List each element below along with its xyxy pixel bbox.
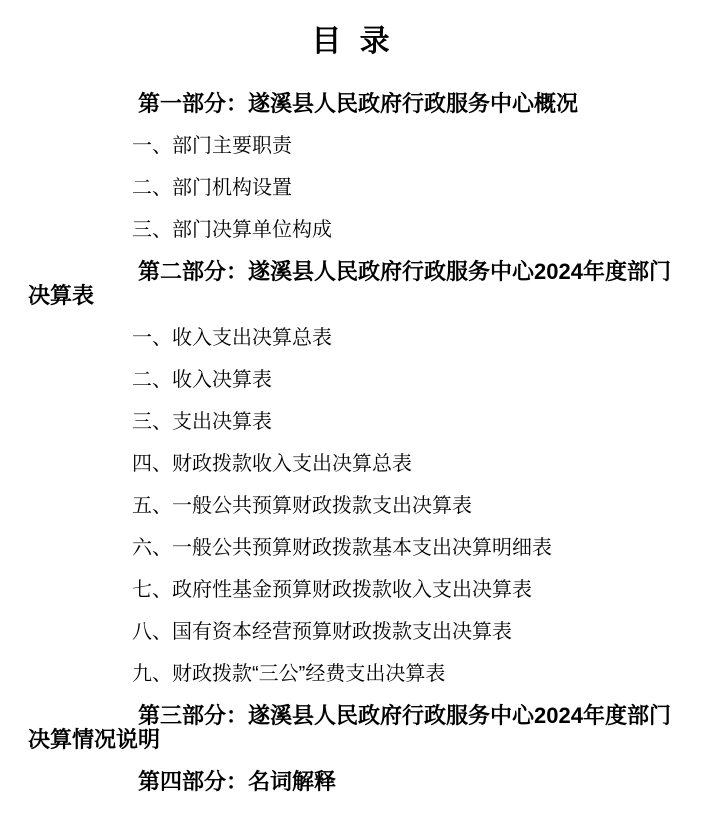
toc-entry: 一、部门主要职责 (132, 135, 292, 157)
table-of-contents (28, 92, 672, 794)
toc-entry: 五、一般公共预算财政拨款支出决算表 (132, 495, 472, 517)
toc-entry: 三、支出决算表 (132, 411, 272, 433)
toc-entry: 八、国有资本经营预算财政拨款支出决算表 (132, 621, 512, 643)
toc-entry: 二、收入决算表 (132, 369, 272, 391)
toc-entry: 九、财政拨款“三公”经费支出决算表 (132, 663, 446, 685)
toc-section-heading-part1: 第一部分：遂溪县人民政府行政服务中心概况 (138, 91, 579, 116)
toc-entry: 四、财政拨款收入支出决算总表 (132, 453, 412, 475)
page-title: 目 录 (311, 25, 395, 58)
toc-section-heading-part4: 第四部分：名词解释 (138, 769, 337, 794)
toc-entry: 一、收入支出决算总表 (132, 327, 332, 349)
toc-entry: 七、政府性基金预算财政拨款收入支出决算表 (132, 579, 532, 601)
toc-entry: 六、一般公共预算财政拨款基本支出决算明细表 (132, 537, 552, 559)
toc-entry: 三、部门决算单位构成 (132, 219, 332, 241)
toc-section-heading-part3: 第三部分：遂溪县人民政府行政服务中心2024年度部门决算情况说明 (28, 703, 671, 752)
toc-section-heading-part2: 第二部分：遂溪县人民政府行政服务中心2024年度部门决算表 (28, 259, 671, 308)
toc-entry: 二、部门机构设置 (132, 177, 292, 199)
